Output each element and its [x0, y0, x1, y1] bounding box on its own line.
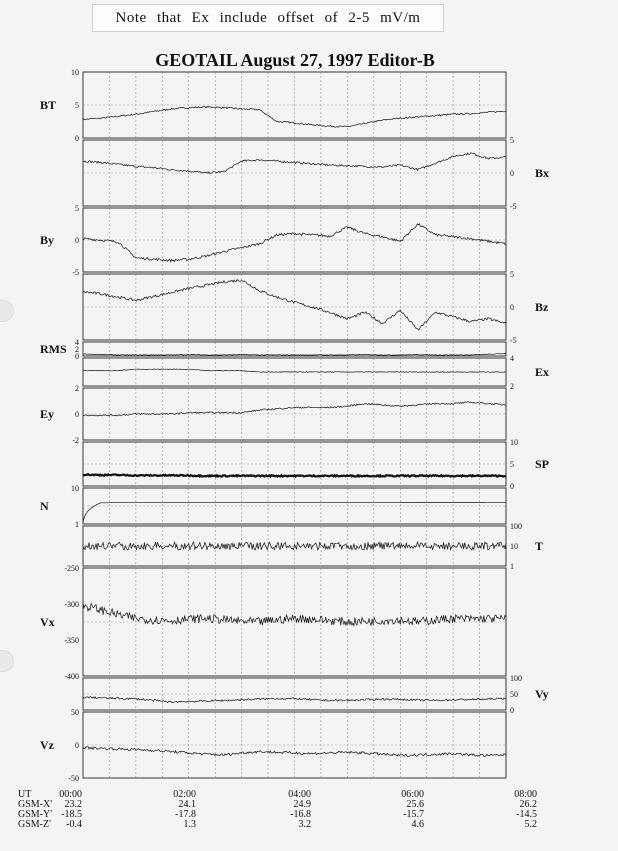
tick-label: 5	[510, 136, 514, 145]
tick-label: 2	[75, 384, 79, 393]
footer-value: -15.7	[403, 809, 424, 820]
footer-value: -16.8	[290, 809, 311, 820]
tick-label: 100	[510, 674, 522, 683]
tick-label: 5	[75, 204, 79, 213]
panel-label: N	[40, 499, 49, 513]
tick-label: -400	[64, 672, 79, 681]
tick-label: 10	[510, 438, 518, 447]
footer-value: -17.8	[175, 809, 196, 820]
tick-label: 0	[510, 706, 514, 715]
footer-value: 24.1	[178, 799, 196, 810]
tick-label: 0	[75, 741, 79, 750]
tick-label: 5	[510, 460, 514, 469]
footer-value: 25.6	[406, 799, 424, 810]
footer-value: 00:00	[59, 789, 82, 800]
tick-label: 10	[71, 484, 79, 493]
tick-label: 1	[510, 562, 514, 571]
panel-label: Vz	[40, 738, 54, 752]
panel-vy	[83, 674, 549, 715]
panel-bx	[83, 136, 549, 211]
footer-value: 04:00	[288, 789, 311, 800]
footer-value: -18.5	[61, 809, 82, 820]
tick-label: 0	[510, 303, 514, 312]
tick-label: -300	[64, 600, 79, 609]
tick-label: 100	[510, 522, 522, 531]
panel-label: Ey	[40, 407, 55, 421]
panel-label: Vx	[40, 615, 55, 629]
tick-label: -2	[72, 436, 79, 445]
panel-t	[83, 522, 543, 571]
tick-label: 50	[71, 708, 79, 717]
footer-value: 4.6	[411, 819, 424, 830]
series-line	[83, 603, 506, 626]
panel-label: Bz	[535, 300, 549, 314]
panel-label: Vy	[535, 687, 549, 701]
tick-label: 1	[75, 520, 79, 529]
panel-label: SP	[535, 457, 550, 471]
tick-label: 2	[510, 382, 514, 391]
panel-bt	[40, 68, 506, 143]
footer-value: 08:00	[514, 789, 537, 800]
tick-label: -5	[72, 268, 79, 277]
footer-value: 24.9	[293, 799, 311, 810]
tick-label: 2	[75, 345, 79, 354]
panel-ey	[40, 384, 506, 445]
footer-value: -14.5	[516, 809, 537, 820]
tick-label: -5	[510, 336, 517, 345]
tick-label: 4	[510, 354, 514, 363]
panel-label: RMS	[40, 342, 67, 356]
panel-label: Bx	[535, 166, 550, 180]
series-line	[83, 474, 506, 476]
panel-vz	[40, 708, 506, 783]
tick-label: 5	[510, 270, 514, 279]
panel-label: Ex	[535, 365, 550, 379]
footer-label: GSM-Y'	[18, 809, 53, 820]
tick-label: 0	[75, 410, 79, 419]
chart-title: GEOTAIL August 27, 1997 Editor-B	[155, 50, 435, 70]
footer-value: -0.4	[66, 819, 82, 830]
panel-bz	[83, 270, 549, 345]
footer-value: 02:00	[173, 789, 196, 800]
footer-value: 5.2	[524, 819, 537, 830]
offset-note: Note that Ex include offset of 2-5 mV/m	[92, 4, 444, 32]
tick-label: 0	[75, 134, 79, 143]
panel-rms	[40, 338, 506, 361]
footer-label: GSM-Z'	[18, 819, 51, 830]
tick-label: 0	[510, 482, 514, 491]
tick-label: -250	[64, 564, 79, 573]
footer-value: 26.2	[519, 799, 537, 810]
footer-label: UT	[18, 789, 32, 800]
footer-value: 06:00	[401, 789, 424, 800]
tick-label: 5	[75, 101, 79, 110]
series-line	[83, 153, 506, 174]
footer-value: 3.2	[298, 819, 311, 830]
panel-n	[40, 484, 506, 529]
panel-label: T	[535, 539, 544, 553]
footer-value: 23.2	[64, 799, 82, 810]
tick-label: 10	[510, 542, 518, 551]
tick-label: 4	[75, 338, 79, 347]
tick-label: -50	[68, 774, 79, 783]
footer-value: 1.3	[183, 819, 196, 830]
tick-label: -350	[64, 636, 79, 645]
panel-frame	[83, 342, 506, 356]
tick-label: -5	[510, 202, 517, 211]
panel-ex	[83, 354, 549, 391]
tick-label: 50	[510, 690, 518, 699]
panel-label: By	[40, 233, 55, 247]
panel-vx	[40, 564, 506, 681]
panel-by	[40, 204, 506, 277]
tick-label: 0	[75, 352, 79, 361]
panel-sp	[83, 438, 549, 491]
tick-label: 0	[510, 169, 514, 178]
tick-label: 10	[71, 68, 79, 77]
panel-label: BT	[40, 98, 57, 112]
footer-label: GSM-X'	[18, 799, 53, 810]
tick-label: 0	[75, 236, 79, 245]
